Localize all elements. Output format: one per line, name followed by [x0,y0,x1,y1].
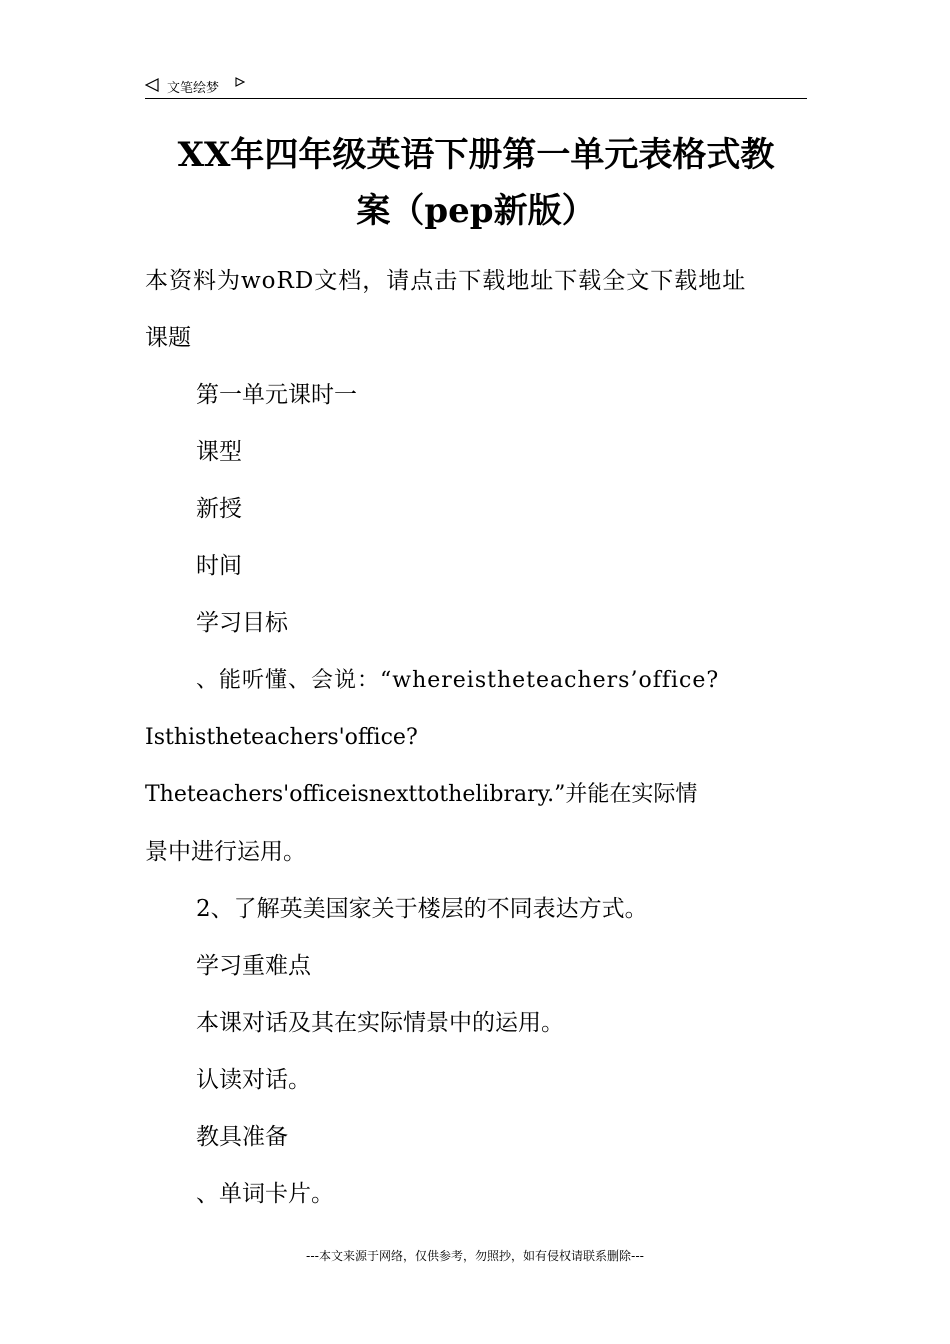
objective-2: 2、了解英美国家关于楼层的不同表达方式。 [196,896,648,922]
objective-1-line-4: 景中进行运用。 [145,839,306,865]
title-line-1: XX年四年级英语下册第一单元表格式教 [177,135,775,175]
topic-label: 课题 [145,325,191,351]
triangle-left-icon [145,78,159,92]
objective-1-line-1: 、能听懂、会说：“whereistheteachers’office? [196,668,720,693]
triangle-right-icon [235,77,245,87]
objective-1-line-2: Isthistheteachers'office? [145,725,418,750]
title-line-2: 案（pep新版） [356,191,596,231]
page-header [145,74,807,99]
page-footer: ---本文来源于网络，仅供参考，勿照抄，如有侵权请联系删除--- [306,1249,644,1263]
material-1: 、单词卡片。 [196,1181,334,1207]
materials-heading: 教具准备 [196,1124,288,1150]
header-brand: 文笔绘梦 [167,81,220,96]
key-point-1: 本课对话及其在实际情景中的运用。 [196,1010,564,1036]
objectives-heading: 学习目标 [196,610,288,636]
lesson-label: 第一单元课时一 [196,382,357,408]
key-point-2: 认读对话。 [196,1067,311,1093]
lesson-type-value: 新授 [196,496,242,522]
document-title [145,127,807,239]
objective-1-line-3: Theteachers'officeisnexttothelibrary.”并能在实际情 [145,782,698,807]
intro-paragraph: 本资料为woRD文档，请点击下载地址下载全文下载地址 [145,268,747,294]
key-points-heading: 学习重难点 [196,953,311,979]
lesson-type-label: 课型 [196,439,242,465]
time-label: 时间 [196,553,242,579]
